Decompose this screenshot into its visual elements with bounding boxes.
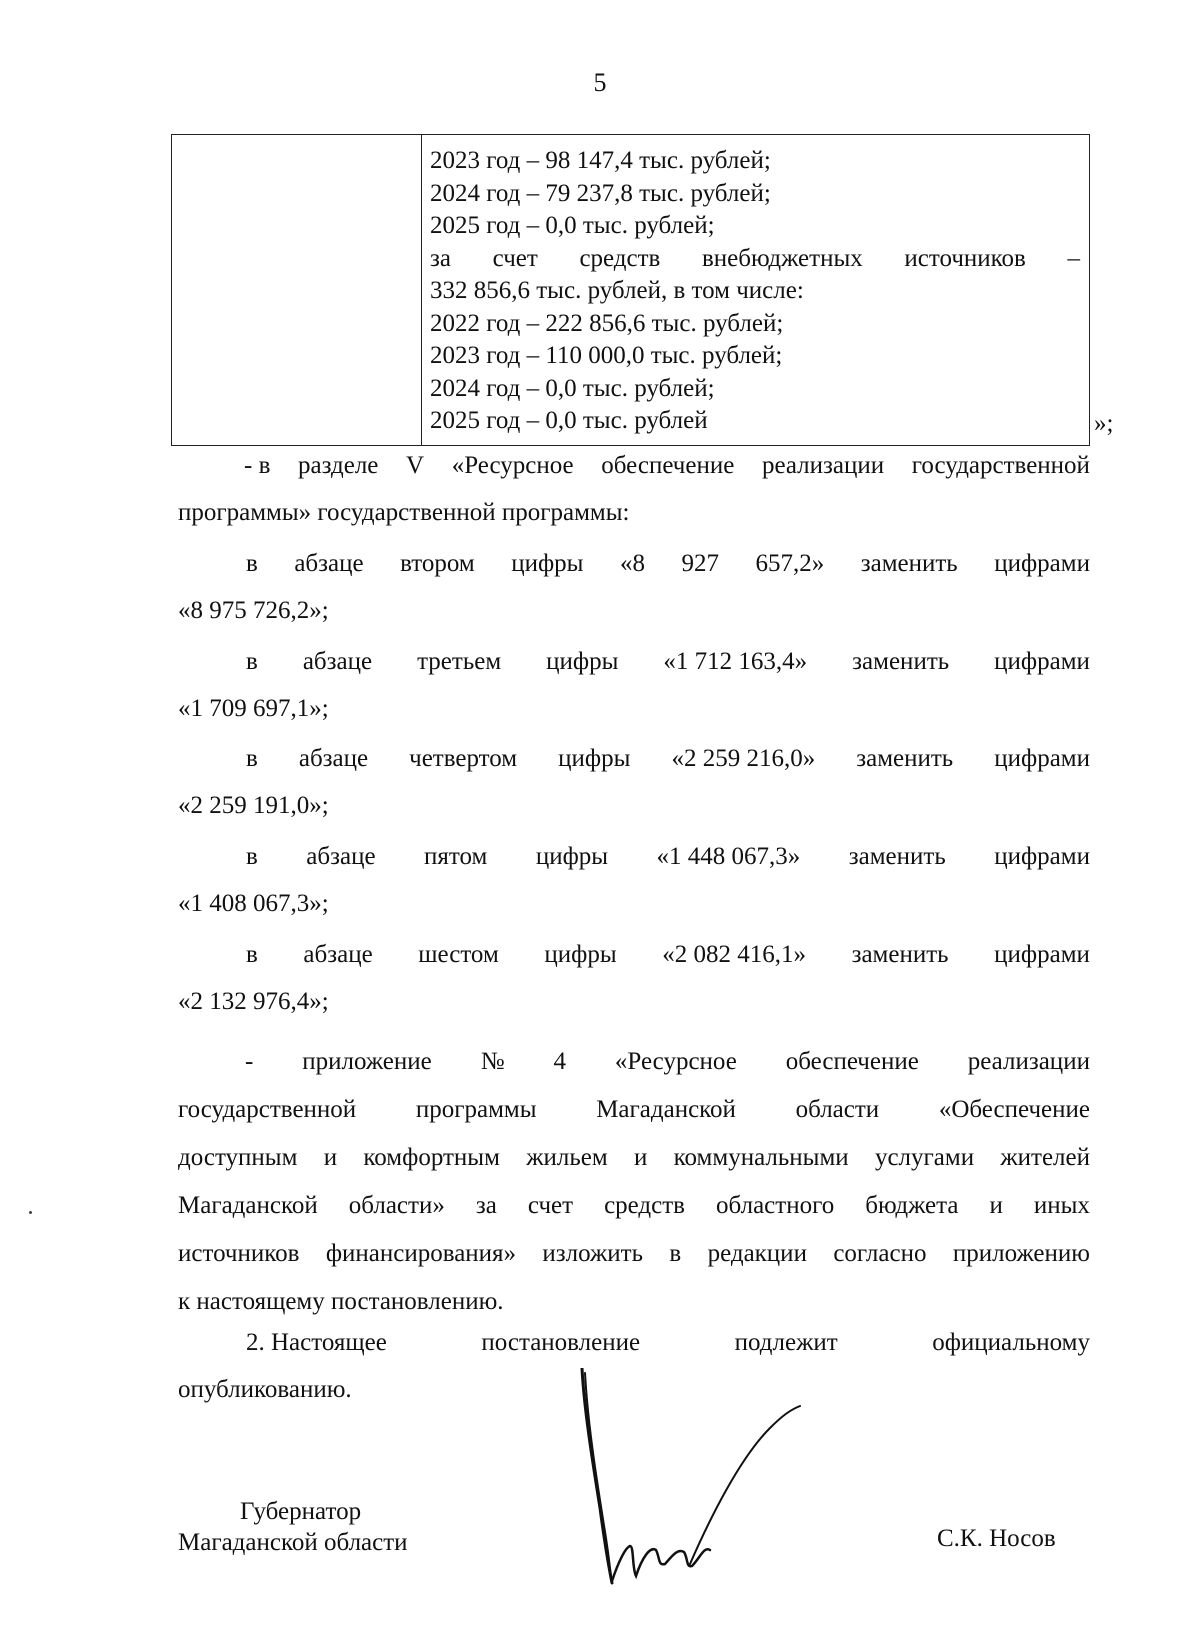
- text-line: [178, 843, 1090, 871]
- table-left-cell: [172, 135, 422, 445]
- word: «Обеспечение: [938, 1096, 1090, 1123]
- word: «1 712 163,4»: [663, 648, 808, 675]
- word: «1 448 067,3»: [656, 843, 801, 870]
- word: пятом: [424, 843, 488, 870]
- word: в: [246, 843, 258, 870]
- word: №: [480, 1048, 505, 1075]
- table-right-cell: [430, 145, 1080, 438]
- word: источников: [904, 244, 1026, 272]
- word: заменить: [852, 648, 950, 675]
- word: подлежит: [734, 1329, 838, 1356]
- word: средств: [604, 1192, 685, 1219]
- table-line: 2023 год – 98 147,4 тыс. рублей;: [430, 147, 771, 174]
- text-line: к настоящему постановлению.: [178, 1288, 504, 1315]
- paragraph-appendix: [178, 1038, 1090, 1326]
- text-line: [178, 550, 1090, 578]
- word: редакции: [707, 1240, 807, 1267]
- word: средств: [579, 244, 661, 272]
- word: государственной: [911, 452, 1090, 479]
- signatory-name: С.К. Носов: [937, 1525, 1056, 1552]
- signatory-title-line: Магаданской области: [178, 1529, 408, 1556]
- word: приложению: [952, 1240, 1090, 1267]
- text-line: [178, 941, 1090, 969]
- word: 2. Настоящее: [246, 1329, 387, 1356]
- table-line: 2025 год – 0,0 тыс. рублей: [430, 407, 708, 434]
- paragraph-section-v: [178, 452, 1090, 527]
- word: цифры: [544, 941, 617, 968]
- paragraph-fifth: [178, 843, 1090, 918]
- word: абзаце: [306, 843, 376, 870]
- word: цифры: [511, 550, 584, 577]
- word: за: [475, 1192, 497, 1219]
- text-line: [178, 648, 1090, 676]
- word: в: [246, 648, 258, 675]
- word: цифры: [535, 843, 609, 870]
- word: разделе: [298, 452, 379, 479]
- word: областного: [716, 1192, 835, 1219]
- word: приложение: [302, 1048, 432, 1075]
- word: 4: [553, 1048, 566, 1075]
- text-line: [178, 1134, 1090, 1182]
- word: доступным: [178, 1144, 298, 1171]
- word: и: [989, 1192, 1003, 1219]
- word: V: [406, 452, 425, 479]
- text-line: программы» государственной программы:: [178, 499, 630, 526]
- word: цифрами: [994, 843, 1090, 870]
- text-line: «1 709 697,1»;: [178, 695, 329, 722]
- word: реализации: [761, 452, 885, 479]
- word: счет: [527, 1192, 574, 1219]
- table-line: 2024 год – 0,0 тыс. рублей;: [430, 374, 715, 402]
- paragraph-fourth: [178, 745, 1090, 820]
- word: области»: [348, 1192, 445, 1219]
- word: официальному: [932, 1329, 1090, 1356]
- word: и: [633, 1144, 648, 1171]
- table-line-justified: [430, 243, 1080, 276]
- word: области: [795, 1096, 880, 1123]
- word: «2 259 216,0»: [671, 745, 816, 772]
- text-line: «1 408 067,3»;: [178, 890, 329, 917]
- word: цифрами: [994, 550, 1090, 577]
- word: заменить: [860, 550, 958, 577]
- word: жильем: [526, 1144, 608, 1171]
- word: «Ресурсное: [614, 1048, 737, 1075]
- word: иных: [1033, 1192, 1090, 1219]
- word: абзаце: [294, 550, 364, 577]
- word: четвертом: [409, 745, 518, 772]
- word: цифры: [546, 648, 619, 675]
- word: абзаце: [303, 941, 373, 968]
- word: заменить: [848, 843, 946, 870]
- text-line: [178, 1038, 1090, 1086]
- word: цифры: [558, 745, 631, 772]
- word: абзаце: [298, 745, 369, 772]
- text-line: [178, 1230, 1090, 1278]
- word: согласно: [833, 1240, 927, 1267]
- word: втором: [400, 550, 475, 577]
- closing-quote: »;: [1094, 410, 1114, 437]
- handwritten-signature: [570, 1368, 820, 1598]
- page-number: 5: [593, 68, 607, 97]
- word: коммунальными: [673, 1144, 849, 1171]
- paragraph-third: [178, 648, 1090, 723]
- word: реализации: [967, 1048, 1090, 1075]
- word: источников: [178, 1240, 300, 1267]
- word: -: [245, 1048, 254, 1075]
- word: счет: [492, 244, 538, 272]
- word: цифрами: [994, 648, 1090, 675]
- word: 657,2»: [755, 550, 825, 577]
- word: 927: [681, 550, 719, 577]
- word: «Ресурсное: [451, 452, 574, 479]
- table-line: 2025 год – 0,0 тыс. рублей;: [430, 212, 715, 239]
- word: финансирования»: [325, 1240, 517, 1267]
- scan-speck: [29, 1211, 32, 1214]
- text-line: [178, 1182, 1090, 1230]
- word: абзаце: [302, 648, 373, 675]
- word: обеспечение: [785, 1048, 919, 1075]
- word: «2 082 416,1»: [662, 941, 806, 968]
- paragraph-sixth: [178, 941, 1090, 1016]
- word: комфортным: [363, 1144, 500, 1171]
- word: жителей: [1000, 1144, 1090, 1171]
- financing-table: [171, 134, 1090, 446]
- word: и: [323, 1144, 338, 1171]
- word: в: [246, 550, 258, 577]
- word: обеспечение: [601, 452, 735, 479]
- word: «8: [619, 550, 645, 577]
- text-line: [178, 1086, 1090, 1134]
- signatory-title-line: Губернатор: [240, 1498, 362, 1525]
- table-line: 2024 год – 79 237,8 тыс. рублей;: [430, 179, 771, 207]
- word: изложить: [542, 1240, 644, 1267]
- signatory-title: [178, 1496, 408, 1558]
- word: бюджета: [865, 1192, 959, 1219]
- text-line: [178, 1329, 1090, 1357]
- table-line: 2023 год – 110 000,0 тыс. рублей;: [430, 342, 783, 369]
- text-line: [178, 745, 1090, 773]
- text-line: «2 132 976,4»;: [178, 988, 329, 1015]
- word: за: [430, 244, 451, 272]
- table-line: 2022 год – 222 856,6 тыс. рублей;: [430, 309, 784, 337]
- paragraph-second: [178, 550, 1090, 625]
- word: в: [246, 941, 258, 968]
- word: Магаданской: [596, 1096, 736, 1123]
- word: третьем: [417, 648, 502, 675]
- word: внебюджетных: [701, 244, 863, 272]
- word: заменить: [851, 941, 949, 968]
- word: заменить: [856, 745, 954, 772]
- word: цифрами: [994, 745, 1090, 772]
- word: программы: [415, 1096, 537, 1123]
- text-line: [178, 452, 1090, 480]
- word: цифрами: [994, 941, 1090, 968]
- word: услугами: [874, 1144, 975, 1171]
- text-line: «8 975 726,2»;: [178, 597, 329, 624]
- word: Магаданской: [178, 1192, 318, 1219]
- word: - в: [244, 452, 271, 479]
- text-line: опубликованию.: [178, 1376, 352, 1403]
- table-line: 332 856,6 тыс. рублей, в том числе:: [430, 277, 804, 304]
- word: в: [246, 745, 258, 772]
- word: в: [669, 1240, 682, 1267]
- word: –: [1067, 244, 1080, 272]
- word: государственной: [178, 1096, 357, 1123]
- word: постановление: [481, 1329, 641, 1356]
- word: шестом: [418, 941, 499, 968]
- text-line: «2 259 191,0»;: [178, 792, 329, 819]
